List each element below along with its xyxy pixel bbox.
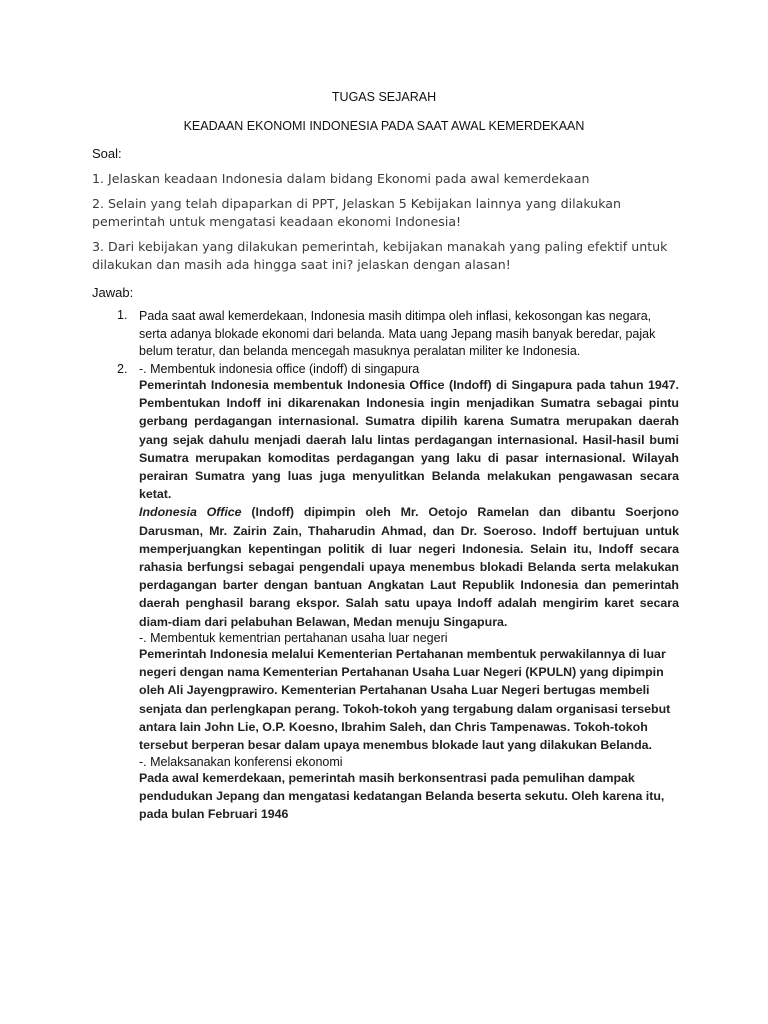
document-subtitle: KEADAAN EKONOMI INDONESIA PADA SAAT AWAL KEMERDEKAAN <box>183 119 585 133</box>
policy-paragraph-kpuln: Pemerintah Indonesia melalui Kementerian Pertahanan membentuk perwakilannya di luar negeri dengan nama Kementerian Pertahanan Usaha Luar Negeri (KPULN) yang dipimpin oleh Ali Jayengprawiro. Kementerian Pertahanan Usaha Luar Negeri bertugas membeli senjata dan perlengkapan perang. Tokoh-tokoh yang tergabung dalam organisasi tersebut antara lain John Lie, O.P. Koesno, Ibrahim Saleh, dan Chris Tampenawas. Tokoh-tokoh tersebut berperan besar dalam upaya menembus blokade laut yang dilakukan Belanda. <box>139 646 671 753</box>
policy-paragraph-indoff-2 <box>139 503 679 630</box>
soal-label: Soal: <box>92 146 122 161</box>
indoff-italic-term: Indonesia Office <box>139 505 242 520</box>
answer-2-number: 2. <box>117 362 128 376</box>
indoff-paragraph-rest: (Indoff) dipimpin oleh Mr. Oetojo Ramelan dan dibantu Soerjono Darusman, Mr. Zairin Zain, Thaharudin Ahmad, dan Dr. Soeroso. Indoff bertujuan untuk memperjuangkan kepentingan politik di luar negeri Indonesia. Selain itu, Indoff secara rahasia berfungsi sebagai pengendali upaya menembus blokadi Belanda serta melakukan perdagangan barter dengan bantuan Angkatan Laut Republik Indonesia dan pemerintah daerah penghasil barang ekspor. Salah satu upaya Indoff adalah mengirim karet secara diam-diam dari pelabuhan Belawan, Medan menuju Singapura. <box>139 505 679 629</box>
question-3: 3. Dari kebijakan yang dilakukan pemerintah, kebijakan manakah yang paling efektif untuk dilakukan dan masih ada hingga saat ini? jelaskan dengan alasan! <box>92 239 668 272</box>
jawab-label: Jawab: <box>92 285 134 300</box>
answer-1-number: 1. <box>117 308 128 322</box>
policy-paragraph-indoff-1: Pemerintah Indonesia membentuk Indonesia Office (Indoff) di Singapura pada tahun 1947. Pembentukan Indoff ini dikarenakan Indonesia ingin menjadikan Sumatra sebagai pintu gerbang perdagangan internasional. Sumatra dipilih karena Sumatra merupakan daerah yang sejak dahulu menjadi daerah lalu lintas perdagangan internasional. Hasil-hasil bumi Sumatra merupakan komoditas perdagangan yang laku di pasar internasional. Wilayah perairan Sumatra yang luas juga menyulitkan Belanda melakukan pengawasan secara ketat. <box>139 378 679 502</box>
policy-heading-indoff: -. Membentuk indonesia office (indoff) di singapura <box>139 362 420 376</box>
answer-1-text: Pada saat awal kemerdekaan, Indonesia masih ditimpa oleh inflasi, kekosongan kas negara, serta adanya blokade ekonomi dari belanda. Mata uang Jepang masih banyak beredar, pajak belum teratur, dan belanda mencegah masuknya peralatan militer ke Indonesia. <box>139 309 656 359</box>
policy-paragraph-konferensi: Pada awal kemerdekaan, pemerintah masih berkonsentrasi pada pemulihan dampak pendudukan Jepang dan mengatasi kedatangan Belanda beserta sekutu. Oleh karena itu, pada bulan Februari 1946 <box>139 770 665 822</box>
answer-2-body <box>139 362 679 824</box>
policy-heading-kpuln: -. Membentuk kementrian pertahanan usaha luar negeri <box>139 630 448 645</box>
policy-heading-konferensi: -. Melaksanakan konferensi ekonomi <box>139 754 343 769</box>
document-title: TUGAS SEJARAH <box>331 90 437 104</box>
question-2: 2. Selain yang telah dipaparkan di PPT, Jelaskan 5 Kebijakan lainnya yang dilakukan pemerintah untuk mengatasi keadaan ekonomi Indonesia! <box>92 196 622 229</box>
question-1: 1. Jelaskan keadaan Indonesia dalam bidang Ekonomi pada awal kemerdekaan <box>92 171 590 186</box>
